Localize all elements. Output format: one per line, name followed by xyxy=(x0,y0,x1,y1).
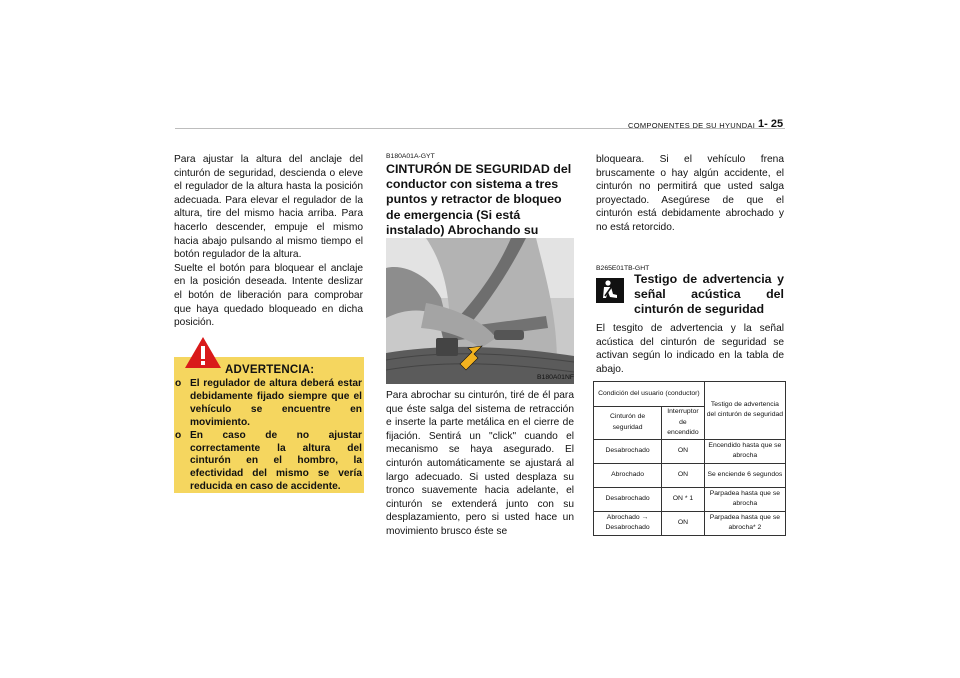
warning-list xyxy=(175,378,362,494)
table-row xyxy=(594,487,786,511)
table-cell: ON xyxy=(662,463,705,487)
fastening-instructions xyxy=(386,389,574,539)
seatbelt-warning-icon xyxy=(596,278,624,303)
column-1 xyxy=(174,153,363,330)
warning-bullet: o xyxy=(175,429,182,441)
table-cell: Abrochado xyxy=(594,463,662,487)
section-title: Testigo de advertencia y señal acústica del cinturón de seguridad xyxy=(634,272,784,317)
table-cell: Desabrochado xyxy=(594,487,662,511)
indicator-paragraph: El tesgito de advertencia y la señal acústica del cinturón de seguridad se activan según lo indicado en la tabla de abajo. xyxy=(596,323,784,375)
table-cell: Se enciende 6 segundos xyxy=(704,463,785,487)
table-cell: ON xyxy=(662,511,705,535)
section-title: CINTURÓN DE SEGURIDAD del conductor con sistema a tres puntos y retractor de bloqueo de emergencia (Si está instalado) Abrochando su xyxy=(386,162,572,237)
warning-item xyxy=(175,430,362,495)
table-cell: Desabrochado xyxy=(594,439,662,463)
table-cell: Abrochado → Desabrochado xyxy=(594,511,662,535)
table-cell: Encendido hasta que se abrocha xyxy=(704,439,785,463)
table-header-cell: Testigo de advertencia del cinturón de seguridad xyxy=(704,382,785,440)
continuation-paragraph: bloqueara. Si el vehículo frena bruscamente o hay algún accidente, el cinturón no permitirá que usted salga proyectado. Asegúrese de que el cinturón está debidamente abrochado y no está retorcido. xyxy=(596,154,784,233)
section-code: B180A01A-GYT xyxy=(386,153,435,160)
warning-item xyxy=(175,378,362,430)
fastening-paragraph: Para abrochar su cinturón, tiré de él para que éste salga del sistema de retracción e inserte la parte metálica en el cierre de fijación. Sentirá un "click" cuando el mecanismo se haya asegurado. El cinturón automáticamente se ajustará al largo adecuado. Si usted desplaza su tronco suavemente hacia adelante, el cinturón se extenderá junto con su desplazamiento, pero si usted hace un movimiento brusco éste se xyxy=(386,390,574,537)
section-2-body xyxy=(596,322,784,376)
warning-triangle-icon xyxy=(184,336,222,369)
table-header-row xyxy=(594,382,786,407)
table-cell: ON xyxy=(662,439,705,463)
table-header-cell: Interruptor de encendido xyxy=(662,407,705,440)
page-number: 1- 25 xyxy=(758,118,784,130)
seatbelt-fastening-illustration xyxy=(386,238,574,384)
section-code: B265E01TB-GHT xyxy=(596,265,650,272)
warning-item-text: En caso de no ajustar correctamente la altura del cinturón en el hombro, la efectividad del mismo se vería reducida en caso de accidente. xyxy=(190,429,362,493)
lock-anchor-paragraph: Suelte el botón para bloquear el anclaje en la posición deseada. Intente deslizar el botón de liberación para comprobar que haya quedado bloqueado en dicha posición. xyxy=(174,262,363,329)
table-row xyxy=(594,463,786,487)
table-row xyxy=(594,511,786,535)
figure-label: B180A01NF xyxy=(537,374,575,381)
table-cell: Parpadea hasta que se abrocha* 2 xyxy=(704,511,785,535)
table-header-cell: Condición del usuario (conductor) xyxy=(594,382,705,407)
warning-item-text: El regulador de altura deberá estar debidamente fijado siempre que el vehículo se encuentre en movimiento. xyxy=(190,378,362,428)
table-header-cell: Cinturón de seguridad xyxy=(594,407,662,440)
warning-title: ADVERTENCIA: xyxy=(225,364,315,376)
seatbelt-warning-table xyxy=(593,381,786,536)
column-3 xyxy=(596,153,784,235)
warning-bullet: o xyxy=(175,378,182,389)
table-cell: ON * 1 xyxy=(662,487,705,511)
table-row xyxy=(594,439,786,463)
table-cell: Parpadea hasta que se abrocha xyxy=(704,487,785,511)
running-header: COMPONENTES DE SU HYUNDAI xyxy=(628,121,756,130)
height-adjust-paragraph: Para ajustar la altura del anclaje del cinturón de seguridad, descienda o eleve el regulador de la altura hasta la posición adecuada. Para elevar el regulador de la altura, tire del mismo hacia arriba. Para hacerlo descender, empuje el mismo hacia abajo pulsando al mismo tiempo el botón regulador de la altura. xyxy=(174,154,363,261)
